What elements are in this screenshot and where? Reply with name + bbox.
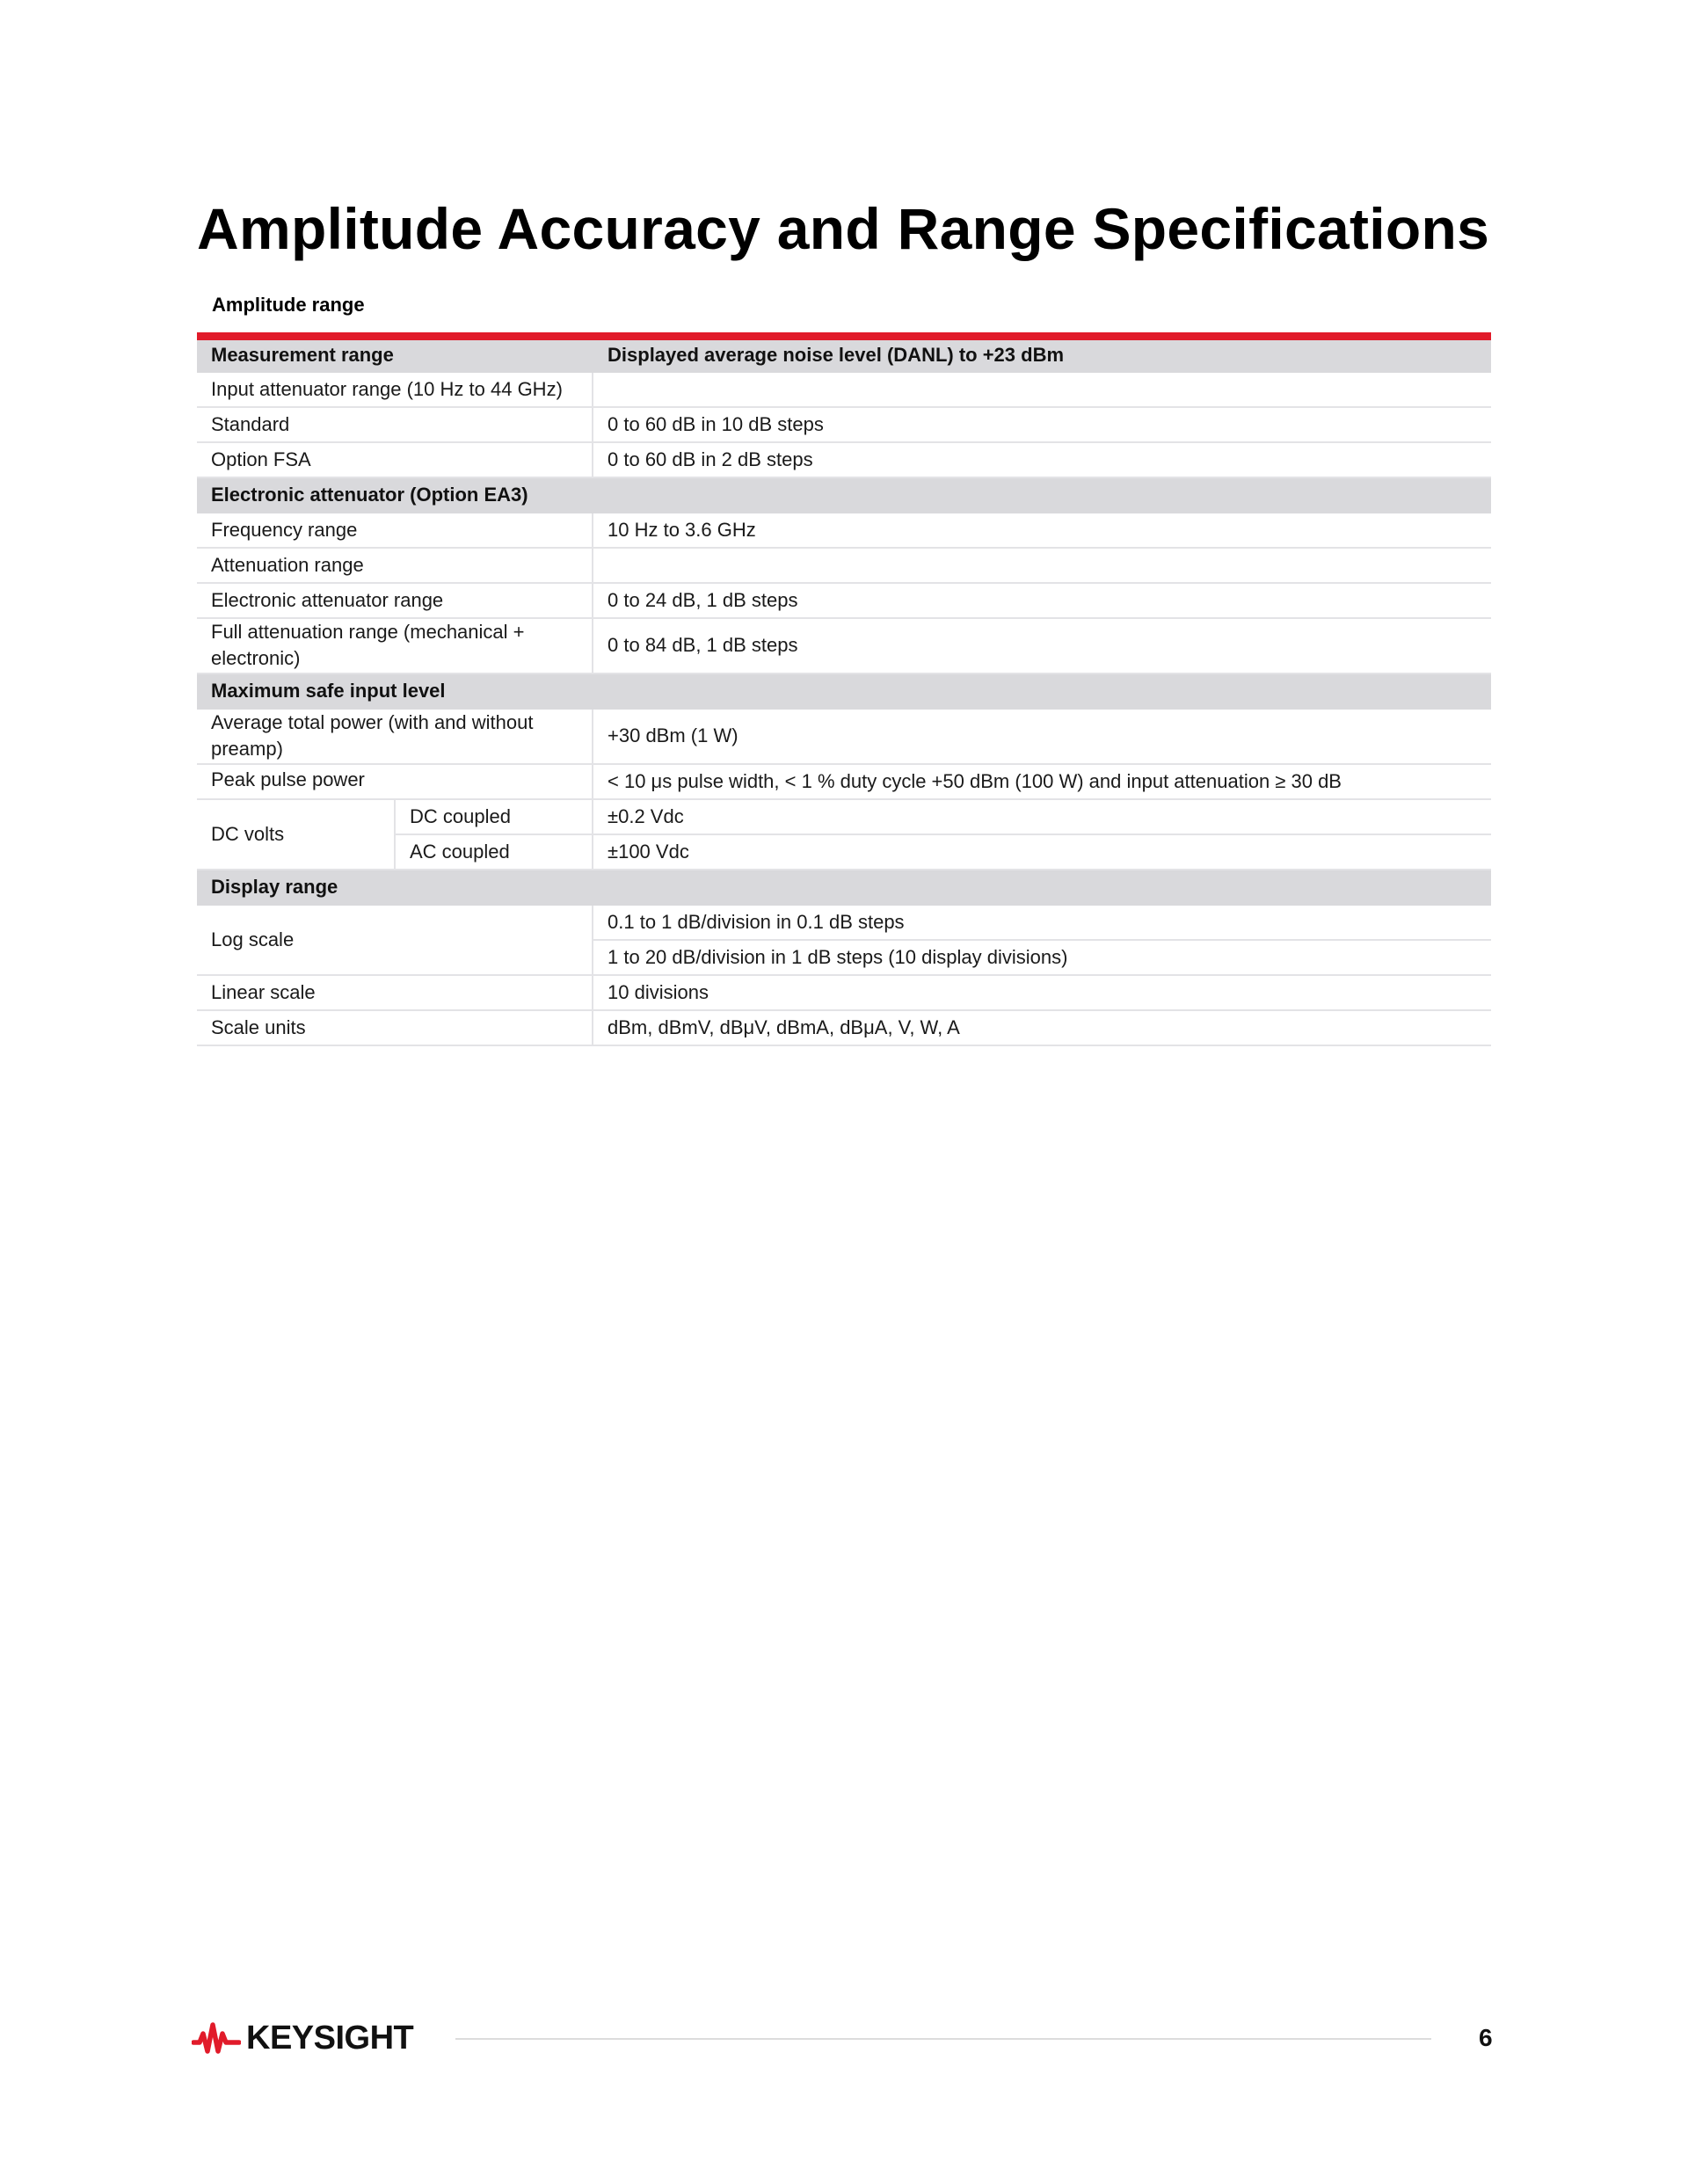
table-row [197,407,1491,442]
section-heading: Electronic attenuator (Option EA3) [197,477,1491,513]
header-cell: Displayed average noise level (DANL) to +23 dBm [593,337,1491,372]
row-value: < 10 μs pulse width, < 1 % duty cycle +50 dBm (100 W) and input attenuation ≥ 30 dB [593,764,1491,799]
keysight-wave-icon [192,2019,241,2057]
header-cell: Measurement range [197,337,593,372]
row-value [593,372,1491,407]
row-value [593,548,1491,583]
table-row [197,1010,1491,1045]
row-sublabel: DC coupled [395,799,593,834]
row-label: Peak pulse power [197,764,593,799]
row-value: dBm, dBmV, dBμV, dBmA, dBμA, V, W, A [593,1010,1491,1045]
row-sublabel: AC coupled [395,834,593,870]
row-value: 0 to 60 dB in 10 dB steps [593,407,1491,442]
table-row [197,799,1491,834]
row-label: Full attenuation range (mechanical + electronic) [197,618,593,673]
table-row [197,975,1491,1010]
row-value: 0 to 24 dB, 1 dB steps [593,583,1491,618]
table-section-row [197,870,1491,905]
table-header-row [197,337,1491,372]
row-label: Log scale [197,905,593,975]
table-section-row [197,673,1491,709]
row-value: +30 dBm (1 W) [593,709,1491,764]
page-title: Amplitude Accuracy and Range Specifications [197,196,1490,261]
row-label: Input attenuator range (10 Hz to 44 GHz) [197,372,593,407]
footer-divider [455,2038,1431,2040]
section-heading: Display range [197,870,1491,905]
row-value: 0 to 84 dB, 1 dB steps [593,618,1491,673]
table-row [197,513,1491,548]
table-section-row [197,477,1491,513]
row-value: 10 Hz to 3.6 GHz [593,513,1491,548]
row-value: 1 to 20 dB/division in 1 dB steps (10 display divisions) [593,940,1491,975]
row-value: 10 divisions [593,975,1491,1010]
keysight-logo [192,2019,413,2057]
table-row [197,548,1491,583]
table-row [197,905,1491,940]
section-heading: Maximum safe input level [197,673,1491,709]
row-label: Scale units [197,1010,593,1045]
table-row [197,764,1491,799]
logo-text: KEYSIGHT [246,2019,414,2057]
table-row [197,583,1491,618]
row-label: Option FSA [197,442,593,477]
table-row [197,709,1491,764]
row-label: Average total power (with and without preamp) [197,709,593,764]
spec-table [197,332,1491,1046]
table-row [197,372,1491,407]
row-value: 0 to 60 dB in 2 dB steps [593,442,1491,477]
row-label: Standard [197,407,593,442]
row-label: Linear scale [197,975,593,1010]
row-label: Attenuation range [197,548,593,583]
page-number: 6 [1479,2024,1493,2051]
table-row [197,442,1491,477]
row-label: DC volts [197,799,395,870]
row-value: 0.1 to 1 dB/division in 0.1 dB steps [593,905,1491,940]
table-row [197,618,1491,673]
row-value: ±0.2 Vdc [593,799,1491,834]
section-label: Amplitude range [212,294,365,316]
row-label: Electronic attenuator range [197,583,593,618]
row-value: ±100 Vdc [593,834,1491,870]
row-label: Frequency range [197,513,593,548]
